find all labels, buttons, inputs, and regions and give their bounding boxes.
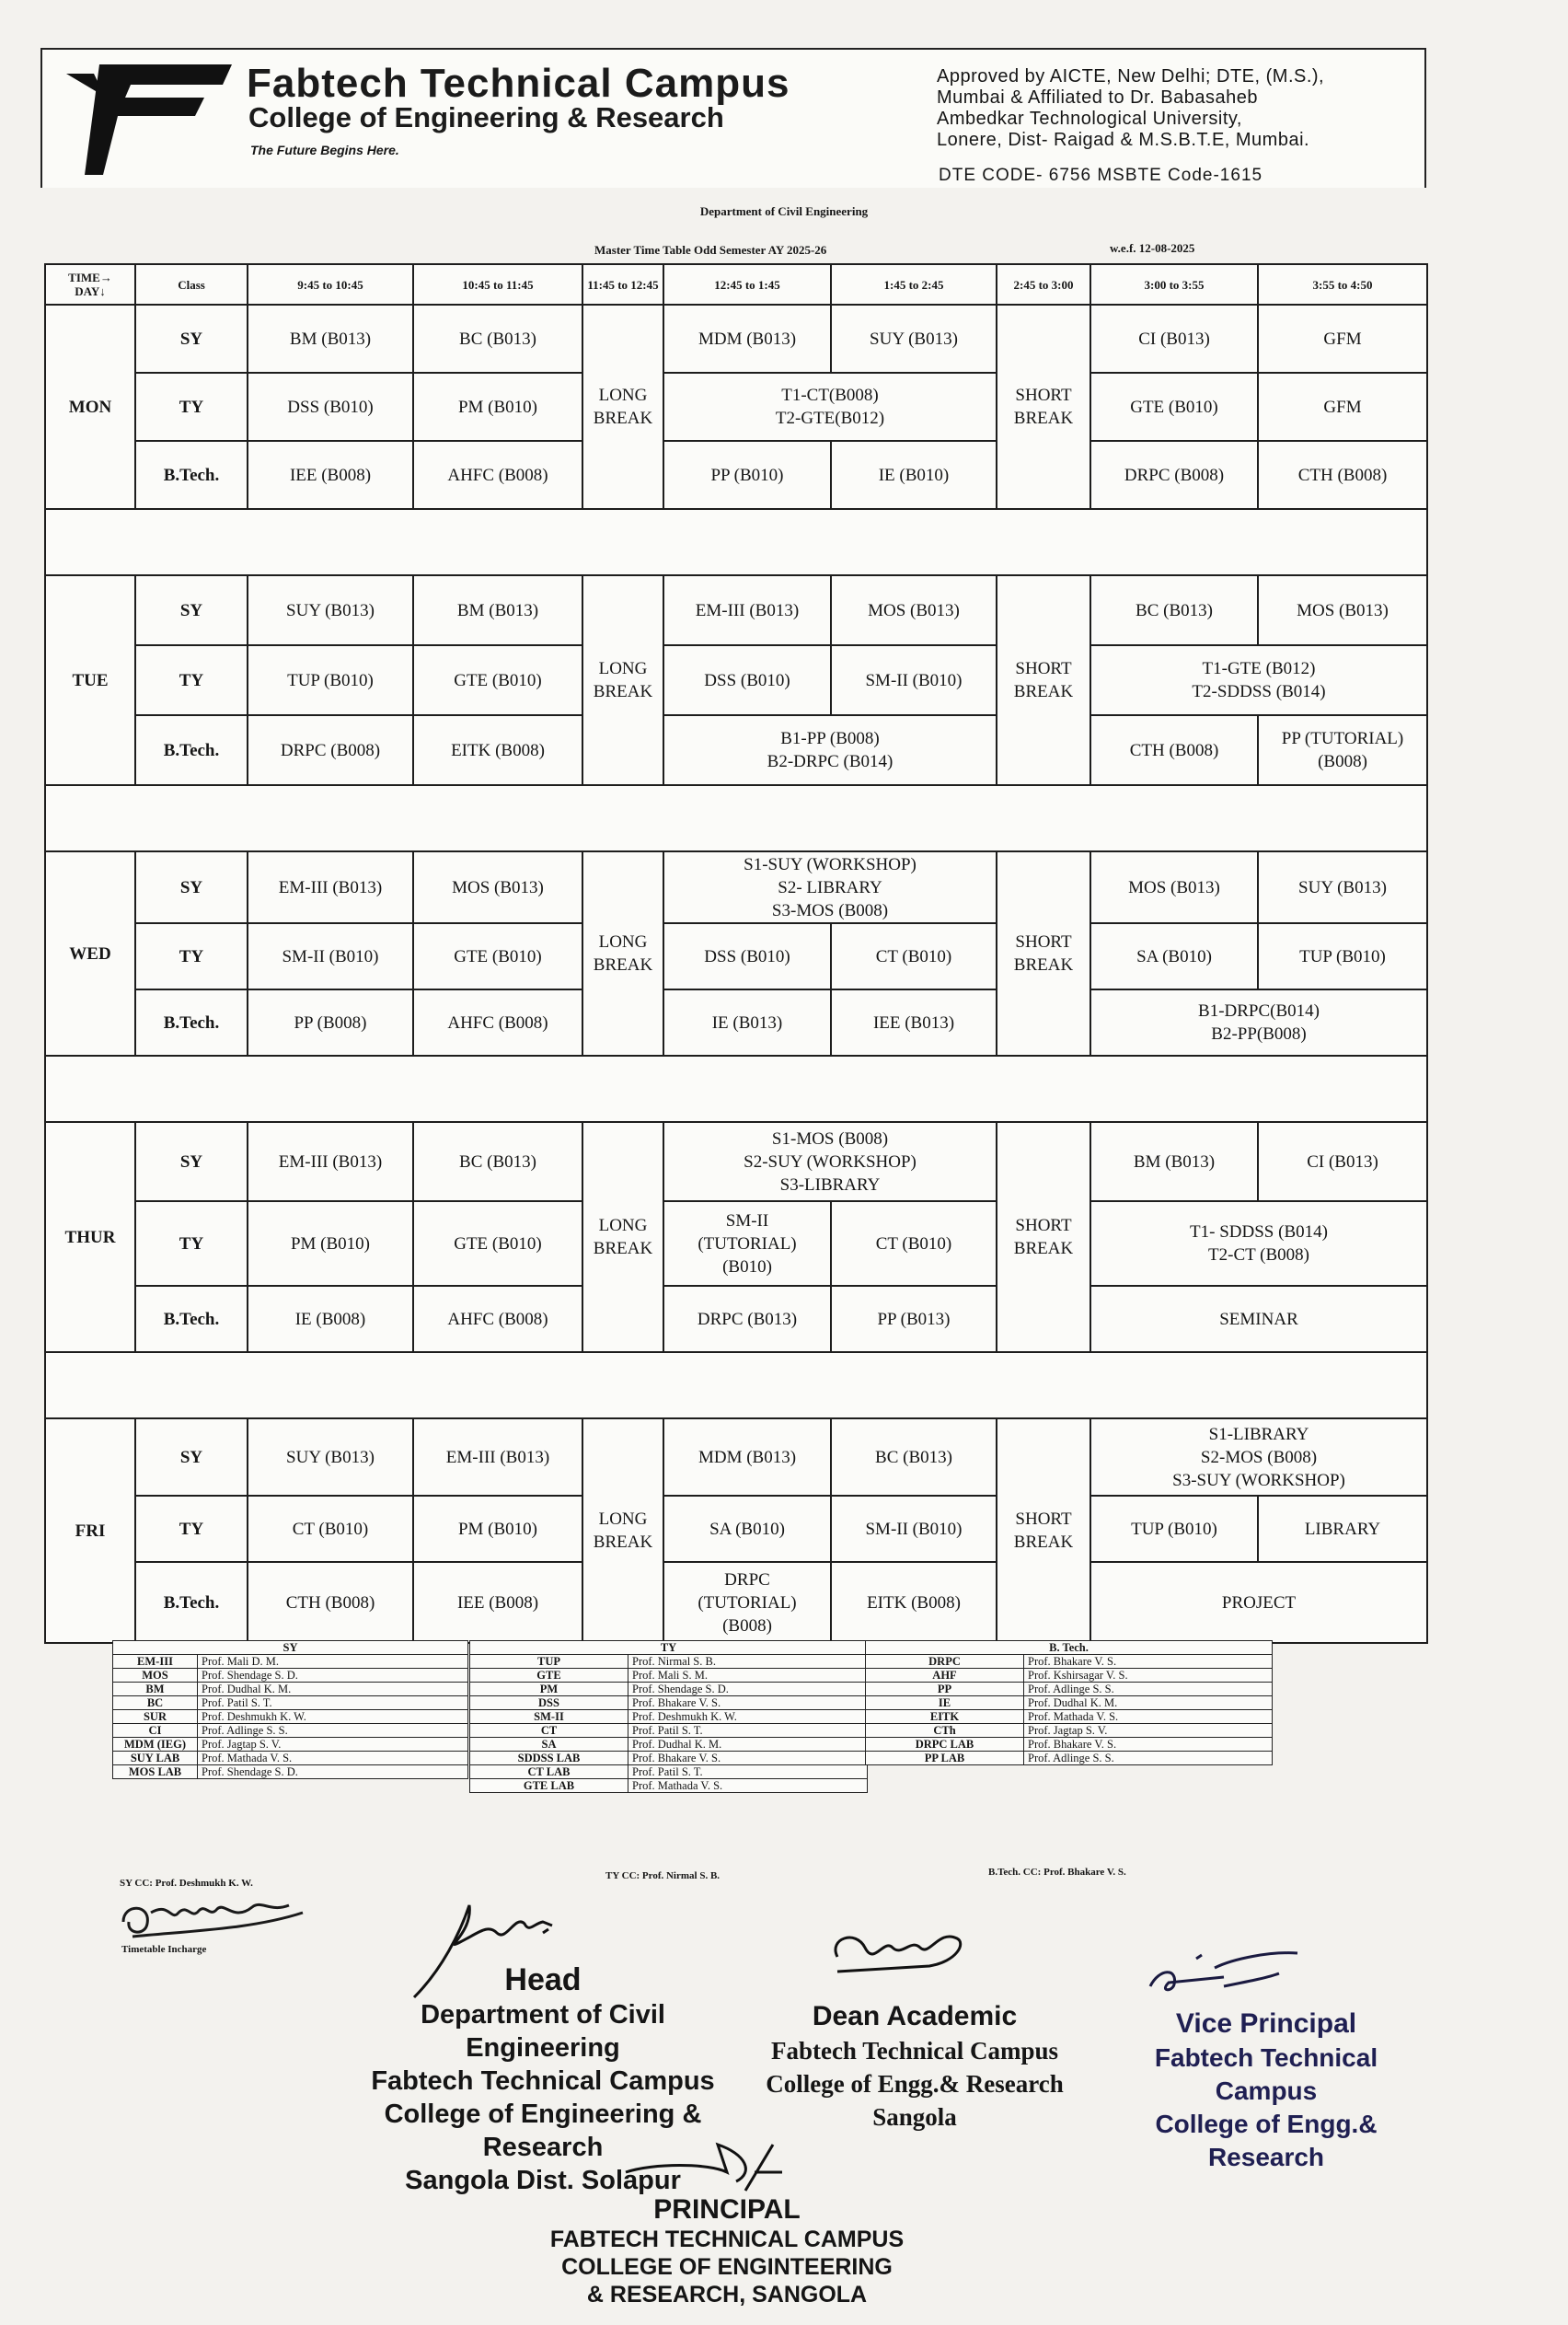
day-separator [45, 785, 1427, 851]
lecture-cell: GTE (B010) [1090, 373, 1258, 441]
faculty-row [470, 1752, 868, 1765]
short-break: SHORT BREAK [997, 1122, 1090, 1352]
slot-header: 12:45 to 1:45 [663, 264, 831, 305]
faculty-row [470, 1779, 868, 1793]
lecture-cell: GFM [1258, 373, 1427, 441]
lecture-cell: PM (B010) [413, 1496, 582, 1562]
lecture-cell: MDM (B013) [663, 305, 831, 373]
lecture-cell: SM-II (B010) [831, 1496, 997, 1562]
short-break: SHORT BREAK [997, 851, 1090, 1056]
lecture-cell: IE (B008) [248, 1286, 413, 1352]
lecture-cell: GFM [1258, 305, 1427, 373]
lecture-cell: BM (B013) [413, 575, 582, 645]
faculty-name: Prof. Mathada V. S. [628, 1779, 868, 1793]
class-header: Class [135, 264, 248, 305]
ty-faculty-table [469, 1640, 868, 1793]
faculty-row [470, 1724, 868, 1738]
subject-code: CT [470, 1724, 628, 1738]
lecture-cell: DRPC (B013) [663, 1286, 831, 1352]
subject-code: MOS [113, 1669, 198, 1683]
btech-faculty-table [865, 1640, 1273, 1765]
lecture-cell: SUY (B013) [1258, 851, 1427, 923]
lecture-cell: BC (B013) [831, 1418, 997, 1496]
faculty-name: Prof. Mathada V. S. [198, 1752, 468, 1765]
lecture-cell: CT (B010) [831, 1201, 997, 1286]
lecture-cell: EM-III (B013) [413, 1418, 582, 1496]
faculty-row [113, 1710, 468, 1724]
faculty-name: Prof. Bhakare V. S. [628, 1752, 868, 1765]
class-label: B.Tech. [135, 441, 248, 509]
class-label: B.Tech. [135, 989, 248, 1056]
lecture-cell: CTH (B008) [248, 1562, 413, 1643]
subject-code: MOS LAB [113, 1765, 198, 1779]
faculty-name: Prof. Mali D. M. [198, 1655, 468, 1669]
subject-code: MDM (IEG) [113, 1738, 198, 1752]
class-label: SY [135, 575, 248, 645]
class-label: SY [135, 305, 248, 373]
vice-principal-signature [1141, 1940, 1307, 2014]
lecture-cell: AHFC (B008) [413, 1286, 582, 1352]
lecture-cell: TUP (B010) [1258, 923, 1427, 989]
subject-code: EITK [866, 1710, 1024, 1724]
lecture-cell: EM-III (B013) [663, 575, 831, 645]
approval-text: Approved by AICTE, New Delhi; DTE, (M.S.), Mumbai & Affiliated to Dr. Babasaheb Ambedkar Technological University, Lonere, Dist- Raigad & M.S.B.T.E, Mumbai. [937, 66, 1325, 150]
faculty-row [113, 1683, 468, 1696]
faculty-name: Prof. Mathada V. S. [1024, 1710, 1273, 1724]
lecture-cell: CTH (B008) [1090, 715, 1258, 785]
college-name: Fabtech Technical Campus [247, 61, 790, 106]
master-timetable [44, 263, 1428, 1644]
institute-codes: DTE CODE- 6756 MSBTE Code-1615 [939, 166, 1263, 185]
class-label: TY [135, 373, 248, 441]
short-break: SHORT BREAK [997, 575, 1090, 785]
dean-signatory: Dean Academic Fabtech Technical Campus College of Engg.& Research Sangola [766, 2001, 1064, 2131]
faculty-rows [866, 1655, 1273, 1765]
lecture-cell: IE (B010) [831, 441, 997, 509]
faculty-row [470, 1669, 868, 1683]
faculty-name: Prof. Adlinge S. S. [198, 1724, 468, 1738]
faculty-name: Prof. Patil S. T. [628, 1724, 868, 1738]
faculty-row [470, 1710, 868, 1724]
lecture-cell: DSS (B010) [663, 645, 831, 715]
incharge-label: Timetable Incharge [121, 1944, 207, 1955]
lecture-cell: MOS (B013) [1258, 575, 1427, 645]
lecture-cell: DSS (B010) [248, 373, 413, 441]
faculty-name: Prof. Adlinge S. S. [1024, 1683, 1273, 1696]
day-label: TUE [45, 575, 135, 785]
faculty-name: Prof. Adlinge S. S. [1024, 1752, 1273, 1765]
dean-signature [819, 1920, 1003, 1994]
faculty-row [113, 1724, 468, 1738]
class-label: SY [135, 1122, 248, 1201]
lecture-cell: AHFC (B008) [413, 441, 582, 509]
faculty-name: Prof. Mali S. M. [628, 1669, 868, 1683]
sy-class-coordinator: SY CC: Prof. Deshmukh K. W. [120, 1878, 253, 1889]
faculty-row [866, 1724, 1273, 1738]
lecture-cell: EM-III (B013) [248, 1122, 413, 1201]
short-break: SHORT BREAK [997, 305, 1090, 509]
class-label: SY [135, 851, 248, 923]
subject-code: BM [113, 1683, 198, 1696]
batch-cell: S1-MOS (B008) S2-SUY (WORKSHOP) S3-LIBRARY [663, 1122, 997, 1201]
lecture-cell: SM-II (B010) [248, 923, 413, 989]
subject-code: PM [470, 1683, 628, 1696]
college-subtitle: College of Engineering & Research [248, 101, 724, 133]
faculty-row [470, 1696, 868, 1710]
day-label: WED [45, 851, 135, 1056]
timetable-title: Master Time Table Odd Semester AY 2025-26 [594, 243, 827, 257]
faculty-table-title: B. Tech. [866, 1641, 1273, 1655]
faculty-name: Prof. Bhakare V. S. [1024, 1655, 1273, 1669]
lecture-cell: TUP (B010) [248, 645, 413, 715]
faculty-row [470, 1655, 868, 1669]
ty-class-coordinator: TY CC: Prof. Nirmal S. B. [605, 1870, 721, 1881]
batch-cell: T1-CT(B008) T2-GTE(B012) [663, 373, 997, 441]
lecture-cell: IE (B013) [663, 989, 831, 1056]
lecture-cell: MOS (B013) [831, 575, 997, 645]
head-signatory: Head Department of Civil Engineering Fabtech Technical Campus College of Engineering & Research Sangola Dist. Solapur [371, 1962, 715, 2195]
faculty-name: Prof. Dudhal K. M. [628, 1738, 868, 1752]
subject-code: DRPC LAB [866, 1738, 1024, 1752]
subject-code: GTE [470, 1669, 628, 1683]
faculty-table-title: SY [113, 1641, 468, 1655]
faculty-name: Prof. Dudhal K. M. [198, 1683, 468, 1696]
faculty-name: Prof. Deshmukh K. W. [628, 1710, 868, 1724]
subject-code: CTh [866, 1724, 1024, 1738]
lecture-cell: TUP (B010) [1090, 1496, 1258, 1562]
subject-code: IE [866, 1696, 1024, 1710]
corner-cell: TIME→ DAY↓ [45, 264, 135, 305]
faculty-row [113, 1738, 468, 1752]
faculty-name: Prof. Jagtap S. V. [198, 1738, 468, 1752]
subject-code: SUR [113, 1710, 198, 1724]
lecture-cell: CT (B010) [831, 923, 997, 989]
lecture-cell: SUY (B013) [248, 1418, 413, 1496]
batch-cell: S1-SUY (WORKSHOP) S2- LIBRARY S3-MOS (B008) [663, 851, 997, 923]
lecture-cell: PM (B010) [413, 373, 582, 441]
class-label: SY [135, 1418, 248, 1496]
batch-cell: T1- SDDSS (B014) T2-CT (B008) [1090, 1201, 1427, 1286]
lecture-cell: GTE (B010) [413, 645, 582, 715]
faculty-row [866, 1655, 1273, 1669]
faculty-name: Prof. Nirmal S. B. [628, 1655, 868, 1669]
lecture-cell: DRPC (B008) [1090, 441, 1258, 509]
principal-signatory: PRINCIPAL FABTECH TECHNICAL CAMPUS COLLEGE OF ENGINTEERING & RESEARCH, SANGOLA [549, 2194, 905, 2308]
college-logo [66, 64, 232, 175]
timetable-incharge-signature [114, 1885, 317, 1949]
lecture-cell: BC (B013) [413, 1122, 582, 1201]
slot-header: 1:45 to 2:45 [831, 264, 997, 305]
lecture-cell: CI (B013) [1258, 1122, 1427, 1201]
slot-header: 11:45 to 12:45 [582, 264, 663, 305]
day-label: FRI [45, 1418, 135, 1643]
long-break: LONG BREAK [582, 575, 663, 785]
short-break: SHORT BREAK [997, 1418, 1090, 1643]
day-separator [45, 1056, 1427, 1122]
faculty-row [470, 1765, 868, 1779]
faculty-name: Prof. Patil S. T. [198, 1696, 468, 1710]
lecture-cell: BC (B013) [1090, 575, 1258, 645]
faculty-row [866, 1710, 1273, 1724]
faculty-row [113, 1669, 468, 1683]
slot-header: 3:55 to 4:50 [1258, 264, 1427, 305]
faculty-name: Prof. Dudhal K. M. [1024, 1696, 1273, 1710]
lecture-cell: PM (B010) [248, 1201, 413, 1286]
faculty-name: Prof. Shendage S. D. [198, 1765, 468, 1779]
faculty-name: Prof. Deshmukh K. W. [198, 1710, 468, 1724]
lecture-cell: SA (B010) [1090, 923, 1258, 989]
lecture-cell: BM (B013) [1090, 1122, 1258, 1201]
lecture-cell: BC (B013) [413, 305, 582, 373]
vice-principal-signatory: Vice Principal Fabtech Technical Campus College of Engg.& Research [1154, 2008, 1378, 2171]
long-break: LONG BREAK [582, 851, 663, 1056]
faculty-row [866, 1669, 1273, 1683]
header-row [45, 264, 1427, 305]
faculty-name: Prof. Kshirsagar V. S. [1024, 1669, 1273, 1683]
subject-code: AHF [866, 1669, 1024, 1683]
lecture-cell: AHFC (B008) [413, 989, 582, 1056]
btech-class-coordinator: B.Tech. CC: Prof. Bhakare V. S. [988, 1867, 1126, 1878]
faculty-row [113, 1765, 468, 1779]
faculty-row [866, 1683, 1273, 1696]
class-label: B.Tech. [135, 1286, 248, 1352]
batch-cell: B1-PP (B008) B2-DRPC (B014) [663, 715, 997, 785]
subject-code: TUP [470, 1655, 628, 1669]
day-separator [45, 509, 1427, 575]
sy-faculty-table [112, 1640, 468, 1779]
faculty-row [470, 1738, 868, 1752]
faculty-name: Prof. Shendage S. D. [198, 1669, 468, 1683]
lecture-cell: DSS (B010) [663, 923, 831, 989]
lecture-cell: SUY (B013) [248, 575, 413, 645]
class-label: TY [135, 1201, 248, 1286]
long-break: LONG BREAK [582, 1418, 663, 1643]
lecture-cell: MOS (B013) [1090, 851, 1258, 923]
long-break: LONG BREAK [582, 305, 663, 509]
project-cell: PROJECT [1090, 1562, 1427, 1643]
faculty-name: Prof. Patil S. T. [628, 1765, 868, 1779]
lecture-cell: GTE (B010) [413, 1201, 582, 1286]
faculty-row [113, 1655, 468, 1669]
lecture-cell: LIBRARY [1258, 1496, 1427, 1562]
lecture-cell: BM (B013) [248, 305, 413, 373]
batch-cell: B1-DRPC(B014) B2-PP(B008) [1090, 989, 1427, 1056]
faculty-row [866, 1738, 1273, 1752]
slot-header: 3:00 to 3:55 [1090, 264, 1258, 305]
class-label: TY [135, 645, 248, 715]
lecture-cell: EITK (B008) [413, 715, 582, 785]
lecture-cell: DRPC (TUTORIAL) (B008) [663, 1562, 831, 1643]
lecture-cell: PP (B008) [248, 989, 413, 1056]
faculty-rows [113, 1655, 468, 1779]
subject-code: DSS [470, 1696, 628, 1710]
lecture-cell: SA (B010) [663, 1496, 831, 1562]
subject-code: PP LAB [866, 1752, 1024, 1765]
lecture-cell: CTH (B008) [1258, 441, 1427, 509]
long-break: LONG BREAK [582, 1122, 663, 1352]
subject-code: SUY LAB [113, 1752, 198, 1765]
lecture-cell: PP (B013) [831, 1286, 997, 1352]
subject-code: SM-II [470, 1710, 628, 1724]
subject-code: GTE LAB [470, 1779, 628, 1793]
subject-code: DRPC [866, 1655, 1024, 1669]
subject-code: BC [113, 1696, 198, 1710]
lecture-cell: CT (B010) [248, 1496, 413, 1562]
subject-code: PP [866, 1683, 1024, 1696]
lecture-cell: PP (B010) [663, 441, 831, 509]
class-label: TY [135, 1496, 248, 1562]
lecture-cell: SM-II (B010) [831, 645, 997, 715]
lecture-cell: DRPC (B008) [248, 715, 413, 785]
lecture-cell: CI (B013) [1090, 305, 1258, 373]
lecture-cell: SUY (B013) [831, 305, 997, 373]
batch-cell: T1-GTE (B012) T2-SDDSS (B014) [1090, 645, 1427, 715]
seminar-cell: SEMINAR [1090, 1286, 1427, 1352]
batch-cell: S1-LIBRARY S2-MOS (B008) S3-SUY (WORKSHOP) [1090, 1418, 1427, 1496]
faculty-rows [470, 1655, 868, 1793]
lecture-cell: GTE (B010) [413, 923, 582, 989]
subject-code: SDDSS LAB [470, 1752, 628, 1765]
class-label: B.Tech. [135, 1562, 248, 1643]
faculty-row [113, 1752, 468, 1765]
lecture-cell: IEE (B008) [248, 441, 413, 509]
college-tagline: The Future Begins Here. [250, 143, 399, 157]
subject-code: SA [470, 1738, 628, 1752]
subject-code: CT LAB [470, 1765, 628, 1779]
lecture-cell: MOS (B013) [413, 851, 582, 923]
slot-header: 9:45 to 10:45 [248, 264, 413, 305]
faculty-name: Prof. Bhakare V. S. [628, 1696, 868, 1710]
faculty-name: Prof. Jagtap S. V. [1024, 1724, 1273, 1738]
class-label: B.Tech. [135, 715, 248, 785]
faculty-row [113, 1696, 468, 1710]
lecture-cell: IEE (B013) [831, 989, 997, 1056]
lecture-cell: SM-II (TUTORIAL) (B010) [663, 1201, 831, 1286]
subject-code: CI [113, 1724, 198, 1738]
class-label: TY [135, 923, 248, 989]
lecture-cell: MDM (B013) [663, 1418, 831, 1496]
faculty-name: Prof. Shendage S. D. [628, 1683, 868, 1696]
lecture-cell: PP (TUTORIAL) (B008) [1258, 715, 1427, 785]
day-label: THUR [45, 1122, 135, 1352]
subject-code: EM-III [113, 1655, 198, 1669]
slot-header: 10:45 to 11:45 [413, 264, 582, 305]
faculty-row [470, 1683, 868, 1696]
day-label: MON [45, 305, 135, 509]
lecture-cell: IEE (B008) [413, 1562, 582, 1643]
slot-header: 2:45 to 3:00 [997, 264, 1090, 305]
faculty-row [866, 1752, 1273, 1765]
lecture-cell: EITK (B008) [831, 1562, 997, 1643]
faculty-table-title: TY [470, 1641, 868, 1655]
day-separator [45, 1352, 1427, 1418]
lecture-cell: EM-III (B013) [248, 851, 413, 923]
effective-date: w.e.f. 12-08-2025 [1110, 241, 1195, 255]
faculty-name: Prof. Bhakare V. S. [1024, 1738, 1273, 1752]
faculty-row [866, 1696, 1273, 1710]
department-title: Department of Civil Engineering [699, 204, 869, 218]
